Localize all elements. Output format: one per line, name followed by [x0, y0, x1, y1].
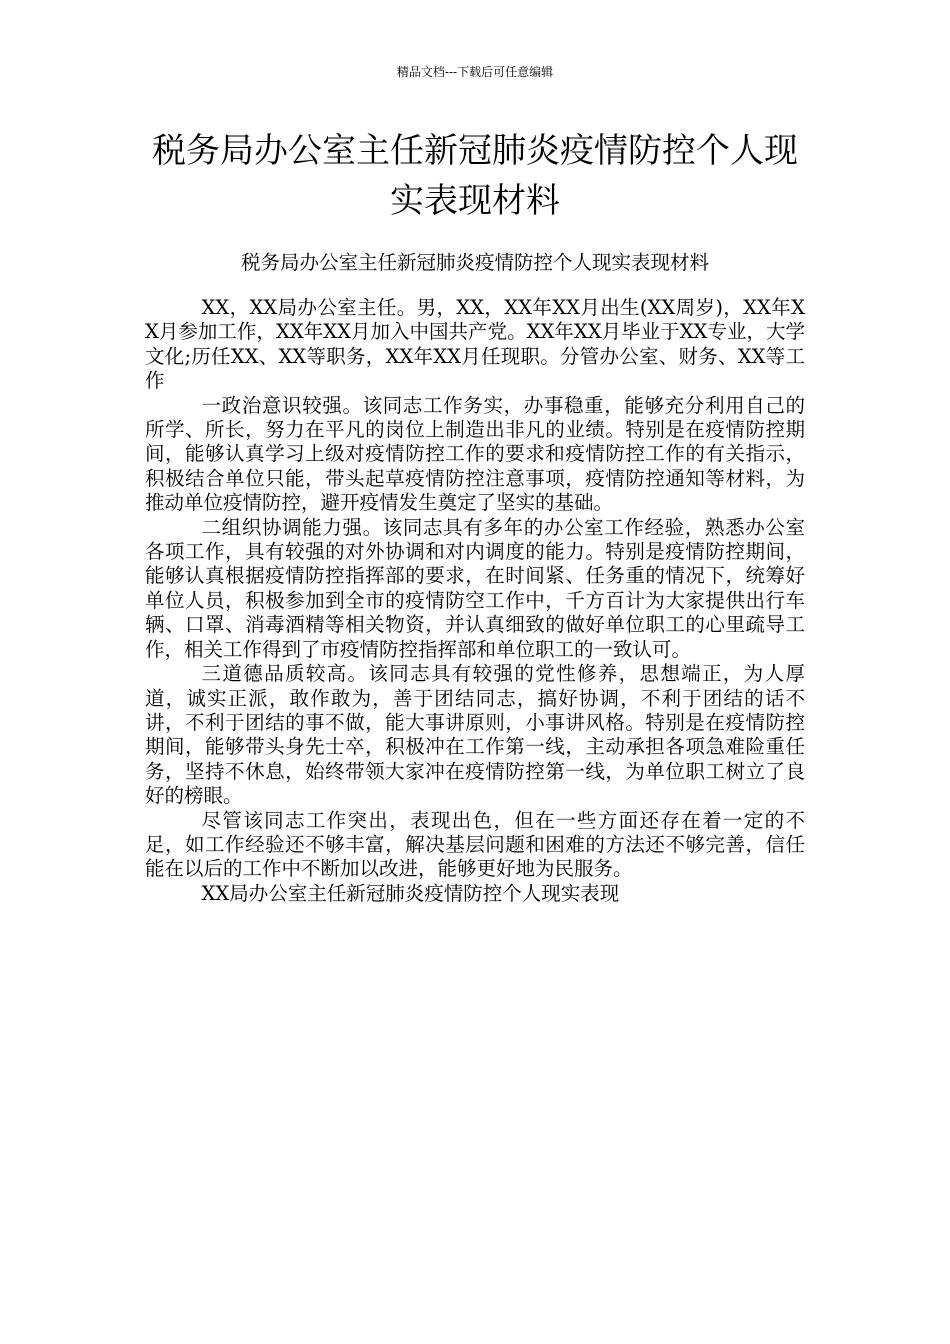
paragraph-profile: XX，XX局办公室主任。男，XX，XX年XX月出生(XX周岁)，XX年XX月参加工作，XX年XX月加入中国共产党。XX年XX月毕业于XX专业，大学文化;历任XX、XX等职务，XX年XX月任现职。分管办公室、财务、XX等工作 — [145, 296, 805, 393]
paragraph-coordination-ability: 二组织协调能力强。该同志具有多年的办公室工作经验，熟悉办公室各项工作，具有较强的对外协调和对内调度的能力。特别是疫情防控期间，能够认真根据疫情防控指挥部的要求，在时间紧、任务重的情况下，统筹好单位人员，积极参加到全市的疫情防空工作中，千方百计为大家提供出行车辆、口罩、消毒酒精等相关物资，并认真细致的做好单位职工的心里疏导工作，相关工作得到了市疫情防控指挥部和单位职工的一致认可。 — [145, 515, 805, 661]
document-body — [145, 296, 805, 906]
header-note: 精品文档---下载后可任意编辑 — [396, 65, 554, 79]
document-title: 税务局办公室主任新冠肺炎疫情防控个人现实表现材料 — [152, 131, 798, 221]
paragraph-closing: XX局办公室主任新冠肺炎疫情防控个人现实表现 — [201, 881, 620, 905]
paragraph-shortcomings: 尽管该同志工作突出，表现出色，但在一些方面还存在着一定的不足，如工作经验还不够丰富，解决基层问题和困难的方法还不够完善，信任能在以后的工作中不断加以改进，能够更好地为民服务。 — [145, 808, 805, 881]
document-subtitle: 税务局办公室主任新冠肺炎疫情防控个人现实表现材料 — [240, 251, 709, 274]
paragraph-political-awareness: 一政治意识较强。该同志工作务实，办事稳重，能够充分利用自己的所学、所长，努力在平凡的岗位上制造出非凡的业绩。特别是在疫情防控期间，能够认真学习上级对疫情防控工作的要求和疫情防控工作的有关指示，积极结合单位只能，带头起草疫情防控注意事项，疫情防控通知等材料，为推动单位疫情防控，避开疫情发生奠定了坚实的基础。 — [145, 393, 805, 515]
paragraph-moral-quality: 三道德品质较高。该同志具有较强的党性修养，思想端正，为人厚道，诚实正派，敢作敢为，善于团结同志，搞好协调，不利于团结的话不讲，不利于团结的事不做，能大事讲原则，小事讲风格。特别是在疫情防控期间，能够带头身先士卒，积极冲在工作第一线，主动承担各项急难险重任务，坚持不休息，始终带领大家冲在疫情防控第一线，为单位职工树立了良好的榜眼。 — [145, 662, 805, 808]
